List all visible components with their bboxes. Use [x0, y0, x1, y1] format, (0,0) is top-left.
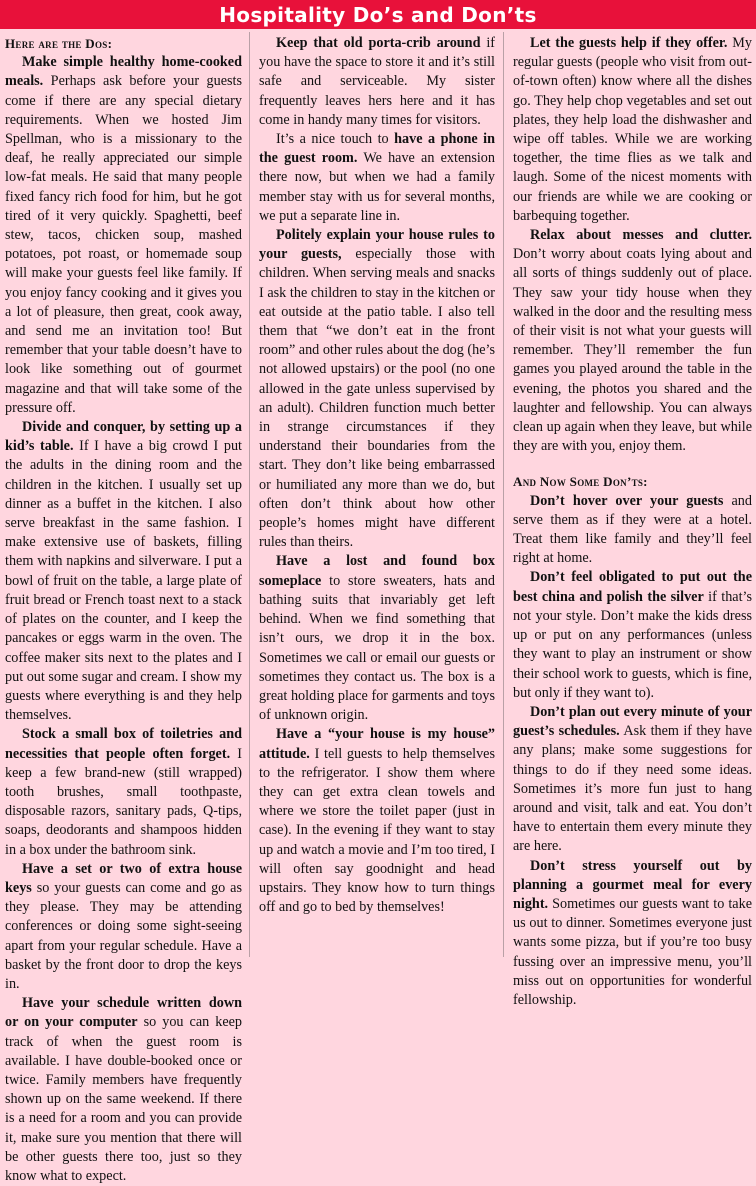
article-columns: [0, 32, 756, 1184]
tip-lead: Have a “your house is my house” attitude.: [259, 726, 495, 762]
donts-tip: [513, 703, 752, 857]
tip-lead: Make simple healthy home-cooked meals.: [5, 54, 242, 90]
dos-tip: [259, 552, 495, 725]
tip-intro: It’s a nice touch to: [276, 131, 395, 148]
donts-tip: [513, 492, 752, 569]
dos-tip: [5, 53, 242, 418]
tip-body: to store sweaters, hats and bathing suits that invariably get left behind. When we find something that isn’t ours, we drop it in the box. Sometimes we call or email our guests or sometimes they contact us. The box is a great holding place for garments and toys of unknown origin.: [259, 572, 495, 724]
dos-tip: [5, 994, 242, 1186]
column-3: [504, 32, 756, 1008]
tip-lead: Divide and conquer, by setting up a kid’s table.: [5, 419, 242, 455]
tip-body: Don’t worry about coats lying about and all sorts of things suddenly out of place. They saw your tidy house when they walked in the door and the resulting mess of their visit is not what your guests will remember. They’ll remember the fun games you played around the table in the evening, the photos you shared and the laughter and fellowship. You can always clean up again when they leave, but while they are with you, enjoy them.: [513, 246, 752, 455]
donts-tip: [513, 568, 752, 702]
tip-body: If I have a big crowd I put the adults in the dining room and the children in the kitchen. I usually set up dinner as a buffet in the kitchen. I also serve breakfast in the same fashion. I make extensive use of baskets, filling them with napkins and silverware. I put a bowl of fruit on the table, a large plate of fruit bread or French toast next to a stack of plates on the counter, and I keep the pancakes or eggs warm in the oven. The coffee maker sits next to the plates and I put out some sugar and cream. I show my guests where everything is and they help themselves.: [5, 438, 243, 724]
title-banner: [0, 0, 756, 29]
tip-lead: Don’t plan out every minute of your guest’s schedules.: [513, 703, 752, 740]
tip-body: and serve them as if they were at a hotel. Treat them like family and they’ll feel right at home.: [513, 492, 752, 567]
page-title: Hospitality Do’s and Don’ts: [219, 2, 537, 27]
tip-lead: Have your schedule written down or on your computer: [5, 995, 242, 1031]
dos-tip: [5, 725, 242, 859]
tip-body: We have an extension there now, but when we had a family member stay with us for several months, we put a separate line in.: [259, 150, 495, 224]
dos-tip: [259, 226, 495, 552]
dos-tip: [513, 34, 752, 226]
tip-body: especially those with children. When serving meals and snacks I ask the children to stay in the kitchen or eat outside at the patio table. I also tell them that “we don’t eat in the front room” and other rules about the dog (he’s not allowed upstairs) or the pool (no one allowed in the gate unless supervised by an adult). Children function much better in strange circumstances if they understand their boundaries from the start. They don’t like being embarrassed or humiliated any more than we do, but often don’t think about how other people’s homes might have different rules than theirs.: [259, 246, 495, 551]
tip-body: I keep a few brand-new (still wrapped) tooth brushes, small toothpaste, disposable razors, sanitary pads, Q-tips, soaps, deodorants and shampoos hidden in a box under the bathroom sink.: [5, 745, 242, 858]
dos-tip: [259, 130, 495, 226]
dos-tip: [513, 226, 752, 456]
tip-lead: Keep that old porta-crib around: [276, 35, 481, 51]
dos-tip: [5, 860, 242, 994]
tip-lead: Have a set or two of extra house keys: [5, 860, 242, 896]
tip-lead: have a phone in the guest room.: [259, 131, 495, 167]
tip-body: Sometimes our guests want to take us out to dinner. Sometimes everyone just wants some pizza, but if you’re too busy fussing over an impressive menu, you’ll miss out on opportunities for wonderful fellowship.: [513, 895, 752, 1008]
tip-body: I tell guests to help themselves to the refrigerator. I show them where they can get extra clean towels and where we store the toilet paper (just in case). In the evening if they want to stay up and watch a movie and I’m too tired, I will often say goodnight and head upstairs. They know how to turn things off and go to bed by themselves!: [259, 745, 495, 916]
tip-body: so you can keep track of when the guest room is available. I have double-booked once or twice. Family members have frequently shown up on the same weekend. If there is a need for a room and you can provide it, make sure you mention that there will be other guests there too, just so they know what to expect.: [5, 1014, 243, 1184]
donts-heading: And Now Some Don’ts:: [513, 474, 648, 490]
tip-body: Perhaps ask before your guests come if there are any special dietary requirements. When we hosted Jim Spellman, who is a missionary to the deaf, he really appreciated our simple low-fat meals. He said that many people fixed fancy rich food for him, but he got tired of it very quickly. Spaghetti, beef stew, tacos, chicken soup, mashed potatoes, pot roast, or homemade soup will make your guests feel like family. If you enjoy fancy cooking and it gives you a lot of pleasure, then great, cook away, and send me an invitation too! But remember that your table doesn’t have to look like something out of gourmet magazine and that will take some of the pressure off.: [5, 73, 242, 416]
tip-body: if that’s not your style. Don’t make the kids dress up or put on any performances (unless they want to play an instrument or show their school work to guests, which is fine, but only if they want to).: [513, 588, 752, 701]
tip-body: Ask them if they have any plans; make some suggestions for things to do if they need some ideas. Sometimes it’s more fun just to hang around and visit, talk and eat. You don’t have to entertain them every minute they are here.: [513, 723, 752, 855]
tip-body: if you have the space to store it and it’s still safe and serviceable. My sister frequently leaves hers here and it has come in handy many times for visitors.: [259, 35, 495, 128]
tip-lead: Let the guests help if they offer.: [530, 35, 728, 51]
column-2: [250, 32, 504, 957]
tip-lead: Don’t stress yourself out by planning a gourmet meal for every night.: [513, 857, 752, 912]
tip-lead: Don’t hover over your guests: [530, 492, 724, 509]
dos-tip: [5, 418, 242, 725]
tip-lead: Politely explain your house rules to your guests,: [259, 227, 495, 263]
dos-tip: [259, 34, 495, 130]
tip-lead: Don’t feel obligated to put out the best china and polish the silver: [513, 569, 752, 605]
donts-tip: [513, 857, 752, 1011]
tip-lead: Stock a small box of toiletries and necessities that people often forget.: [5, 726, 242, 762]
dos-tip: [259, 725, 495, 917]
tip-body: My regular guests (people who visit from out-of-town often) know where all the dishes go. They help chop vegetables and set out plates, they help load the dishwasher and wipe off tables. While we are working together, the time flies as we talk and laugh. Some of the nicest moments with our friends are while we are cooking or barbequing together.: [513, 35, 752, 224]
tip-lead: Have a lost and found box someplace: [259, 553, 495, 589]
dos-heading: Here are the Dos:: [5, 36, 113, 51]
tip-body: so your guests can come and go as they please. They may be attending conferences or doing some sight-seeing apart from your regular schedule. Have a basket by the front door to drop the keys in.: [5, 879, 242, 992]
column-1: [0, 32, 250, 1184]
tip-lead: Relax about messes and clutter.: [530, 227, 752, 244]
